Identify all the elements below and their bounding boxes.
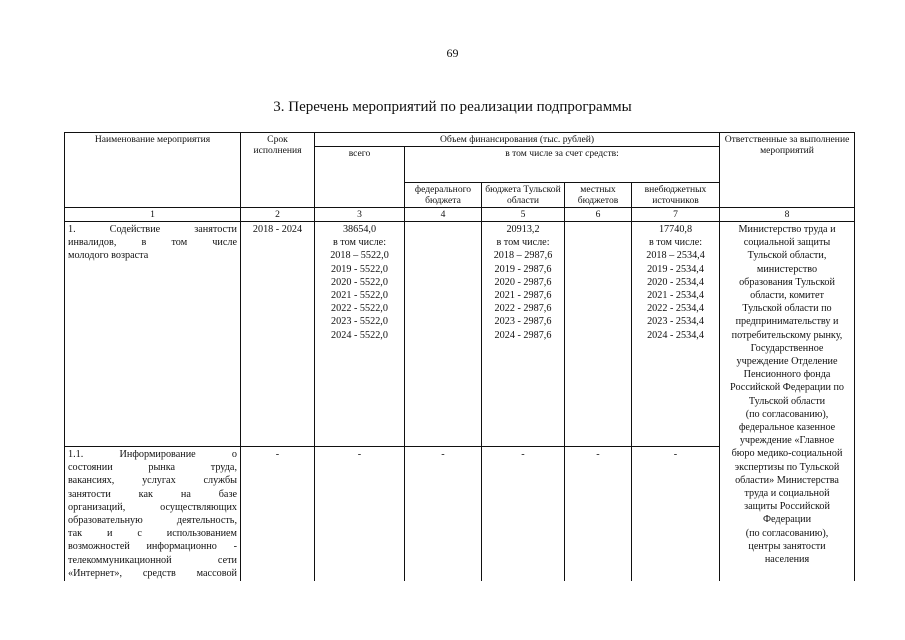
header-responsible: Ответственные за выполнение мероприятий	[720, 133, 855, 208]
total-2024: 2024 - 5522,0	[331, 329, 388, 341]
responsible-line: области» Министерства	[735, 474, 839, 486]
extra-2024: 2024 - 2534,4	[647, 329, 704, 341]
regional-2018: 2018 – 2987,6	[493, 250, 553, 262]
col-number-2: 2	[241, 208, 315, 222]
header-term: Срок исполнения	[241, 133, 315, 208]
total-including: в том числе:	[332, 237, 387, 249]
regional-2020: 2020 - 2987,6	[494, 276, 552, 288]
measure-1-name-line: 1. Содействие занятости	[68, 224, 237, 235]
total-2019: 2019 - 5522,0	[331, 263, 388, 275]
regional-2023: 2023 - 2987,6	[494, 316, 552, 328]
responsible-line: Тульской области	[748, 395, 826, 407]
measure-1-1-name-line: 1.1. Информирование о	[68, 449, 237, 460]
measure-1-1-name-line: возможностей информационно -	[68, 541, 237, 553]
measure-1-1-term: -	[241, 447, 315, 582]
extra-2021: 2021 - 2534,4	[647, 290, 704, 302]
responsible-line: Пенсионного фонда	[743, 369, 831, 381]
header-federal: федерального бюджета	[405, 183, 482, 208]
responsible-line: центры занятости	[748, 540, 826, 552]
measure-1-name-line: молодого возраста	[68, 250, 149, 262]
total-2023: 2023 - 5522,0	[331, 316, 388, 328]
responsible-line: защиты Российской	[744, 501, 830, 513]
responsible-line: (по согласованию),	[745, 408, 829, 420]
measure-1-1-name-line: организаций, осуществляющих	[68, 501, 237, 513]
responsible-line: министерство	[756, 263, 818, 275]
responsible-line: учреждение Отделение	[736, 356, 838, 368]
measure-1-total	[315, 222, 405, 447]
responsible-line: труда и социальной	[744, 488, 830, 500]
header-name: Наименование мероприятия	[65, 133, 241, 208]
col-number-4: 4	[405, 208, 482, 222]
measure-1-1-name-line: образовательную деятельность,	[68, 515, 237, 527]
responsible-line: учреждение «Главное	[739, 435, 835, 447]
responsible-line: Министерство труда и	[738, 224, 836, 235]
regional-including: в том числе:	[496, 237, 550, 249]
col-number-1: 1	[65, 208, 241, 222]
responsible-line: экспертизы по Тульской	[734, 461, 840, 473]
responsible-line: области, комитет	[750, 290, 824, 302]
regional-2024: 2024 - 2987,6	[494, 329, 552, 341]
responsible-line: населения	[764, 554, 810, 566]
col-number-7: 7	[632, 208, 720, 222]
page-number: 69	[446, 46, 459, 60]
measure-1-federal	[405, 222, 482, 447]
responsible-line: образования Тульской	[739, 276, 835, 288]
header-local: местных бюджетов	[565, 183, 632, 208]
total-2022: 2022 - 5522,0	[331, 303, 388, 315]
extra-2023: 2023 - 2534,4	[647, 316, 704, 328]
responsible-line: предпринимательству и	[735, 316, 839, 328]
col-number-3: 3	[315, 208, 405, 222]
table-row	[65, 222, 855, 447]
header-row-1	[65, 133, 855, 147]
responsible-line: потребительскому рынку,	[731, 329, 843, 341]
extra-amount: 17740,8	[658, 224, 693, 235]
measure-1-1-name-line: занятости как на базе	[68, 488, 237, 500]
measure-1-extra	[632, 222, 720, 447]
header-including: в том числе за счет средств:	[405, 147, 720, 183]
responsible-line: Российской Федерации по	[730, 382, 844, 394]
measure-responsible	[720, 222, 855, 582]
measure-1-1-name-line: телекоммуникационной сети	[68, 554, 237, 566]
header-total: всего	[315, 147, 405, 208]
measure-1-1-total: -	[315, 447, 405, 582]
measure-1-1-regional: -	[482, 447, 565, 582]
measure-1-1-name-line: вакансиях, услугах службы	[68, 475, 237, 487]
total-2020: 2020 - 5522,0	[331, 276, 388, 288]
measure-1-regional	[482, 222, 565, 447]
column-number-row	[65, 208, 855, 222]
page-title: 3. Перечень мероприятий по реализации подпрограммы	[273, 99, 632, 115]
extra-2019: 2019 - 2534,4	[647, 263, 704, 275]
responsible-line: (по согласованию),	[745, 527, 829, 539]
responsible-line: бюро медико-социальной	[731, 448, 843, 460]
regional-2019: 2019 - 2987,6	[494, 263, 552, 275]
measure-1-1-name-line: так и с использованием	[68, 528, 237, 540]
col-number-6: 6	[565, 208, 632, 222]
regional-amount: 20913,2	[506, 224, 540, 235]
regional-2022: 2022 - 2987,6	[494, 303, 552, 315]
measure-1-name	[65, 222, 241, 447]
measures-table	[64, 132, 855, 581]
responsible-line: Тульской области по	[742, 303, 832, 315]
extra-2022: 2022 - 2534,4	[647, 303, 704, 315]
measure-1-1-name	[65, 447, 241, 582]
measure-1-local	[565, 222, 632, 447]
responsible-line: Тульской области,	[747, 250, 827, 262]
extra-including: в том числе:	[648, 237, 703, 249]
measure-1-1-local: -	[565, 447, 632, 582]
responsible-line: Федерации	[762, 514, 812, 526]
header-funding: Объем финансирования (тыс. рублей)	[315, 133, 720, 147]
header-regional: бюджета Тульской области	[482, 183, 565, 208]
measure-1-name-line: инвалидов, в том числе	[68, 237, 237, 249]
extra-2020: 2020 - 2534,4	[647, 276, 704, 288]
responsible-line: социальной защиты	[743, 237, 831, 249]
responsible-line: федеральное казенное	[738, 422, 836, 434]
measure-1-1-name-line: состоянии рынка труда,	[68, 462, 237, 474]
measure-1-term: 2018 - 2024	[241, 222, 315, 447]
total-2021: 2021 - 5522,0	[331, 290, 388, 302]
responsible-line: Государственное	[750, 342, 824, 354]
header-extra: внебюджетных источников	[632, 183, 720, 208]
measure-1-1-name-line: «Интернет», средств массовой	[68, 567, 237, 579]
measure-1-1-federal: -	[405, 447, 482, 582]
extra-2018: 2018 – 2534,4	[646, 250, 705, 262]
col-number-5: 5	[482, 208, 565, 222]
col-number-8: 8	[720, 208, 855, 222]
measure-1-1-extra: -	[632, 447, 720, 582]
regional-2021: 2021 - 2987,6	[494, 290, 552, 302]
total-2018: 2018 – 5522,0	[330, 250, 389, 262]
total-amount: 38654,0	[342, 224, 377, 235]
